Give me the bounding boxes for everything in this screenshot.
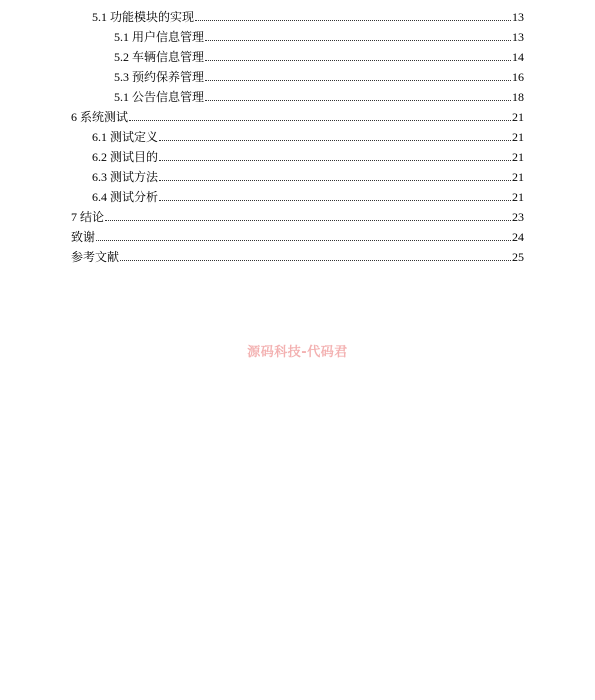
toc-entry-title: 测试定义: [110, 130, 159, 144]
toc-entry-number: 5.3: [114, 70, 129, 84]
toc-entry-page: 25: [512, 250, 524, 264]
toc-entry-title: 测试分析: [110, 190, 159, 204]
toc-entry-number: 6.2: [92, 150, 107, 164]
toc-entry-7[interactable]: [71, 204, 524, 224]
toc-entry-6-4[interactable]: [92, 184, 524, 204]
toc-entry-number: 5.1: [114, 90, 129, 104]
toc-entry-page: 13: [512, 10, 524, 24]
toc-entry-page: 16: [512, 70, 524, 84]
toc-entry-number: 5.1: [92, 10, 107, 24]
toc-entry-number: 5.2: [114, 50, 129, 64]
toc-entry-page: 13: [512, 30, 524, 44]
toc-entry-user-info[interactable]: [114, 24, 524, 44]
toc-leader-dots: [159, 159, 511, 161]
toc-entry-number: 6: [71, 110, 77, 124]
toc-entry-title: 测试目的: [110, 150, 159, 164]
toc-leader-dots: [195, 19, 511, 21]
toc-entry-title: 测试方法: [110, 170, 159, 184]
toc-leader-dots: [120, 259, 511, 261]
toc-entry-title: 参考文献: [71, 250, 120, 264]
watermark: 源码科技-代码君: [247, 345, 348, 360]
toc-entry-title: 结论: [80, 210, 105, 224]
toc-leader-dots: [105, 219, 511, 221]
toc-entry-page: 23: [512, 210, 524, 224]
toc-entry-5-1[interactable]: [92, 4, 524, 24]
toc-leader-dots: [205, 59, 511, 61]
toc-entry-title: 公告信息管理: [132, 90, 205, 104]
toc-entry-title: 系统测试: [80, 110, 129, 124]
toc-entry-page: 14: [512, 50, 524, 64]
toc-entry-number: 6.3: [92, 170, 107, 184]
toc-entry-title: 预约保养管理: [132, 70, 205, 84]
toc-entry-number: 5.1: [114, 30, 129, 44]
toc-entry-page: 21: [512, 170, 524, 184]
toc-entry-title: 功能模块的实现: [110, 10, 195, 24]
toc-entry-number: 6.4: [92, 190, 107, 204]
toc-entry-title: 致谢: [71, 230, 96, 244]
toc-entry-number: 6.1: [92, 130, 107, 144]
toc-entry-maintenance[interactable]: [114, 64, 524, 84]
toc-entry-page: 21: [512, 130, 524, 144]
toc-leader-dots: [96, 239, 511, 241]
toc-entry-page: 21: [512, 110, 524, 124]
toc-leader-dots: [159, 139, 511, 141]
toc-entry-6-2[interactable]: [92, 144, 524, 164]
toc-entry-number: 7: [71, 210, 77, 224]
toc-entry-page: 18: [512, 90, 524, 104]
toc-leader-dots: [159, 179, 511, 181]
toc-entry-page: 24: [512, 230, 524, 244]
toc-entry-title: 车辆信息管理: [132, 50, 205, 64]
toc-leader-dots: [129, 119, 511, 121]
toc-leader-dots: [159, 199, 511, 201]
toc-entry-title: 用户信息管理: [132, 30, 205, 44]
toc-entry-notice-info[interactable]: [114, 84, 524, 104]
toc-leader-dots: [205, 99, 511, 101]
toc-entry-vehicle-info[interactable]: [114, 44, 524, 64]
toc-entry-6-3[interactable]: [92, 164, 524, 184]
toc-leader-dots: [205, 79, 511, 81]
toc-entry-6[interactable]: [71, 104, 524, 124]
toc-entry-page: 21: [512, 190, 524, 204]
toc-leader-dots: [205, 39, 511, 41]
toc-entry-page: 21: [512, 150, 524, 164]
toc-entry-6-1[interactable]: [92, 124, 524, 144]
toc-entry-references[interactable]: [71, 244, 524, 264]
toc-entry-acknowledgements[interactable]: [71, 224, 524, 244]
